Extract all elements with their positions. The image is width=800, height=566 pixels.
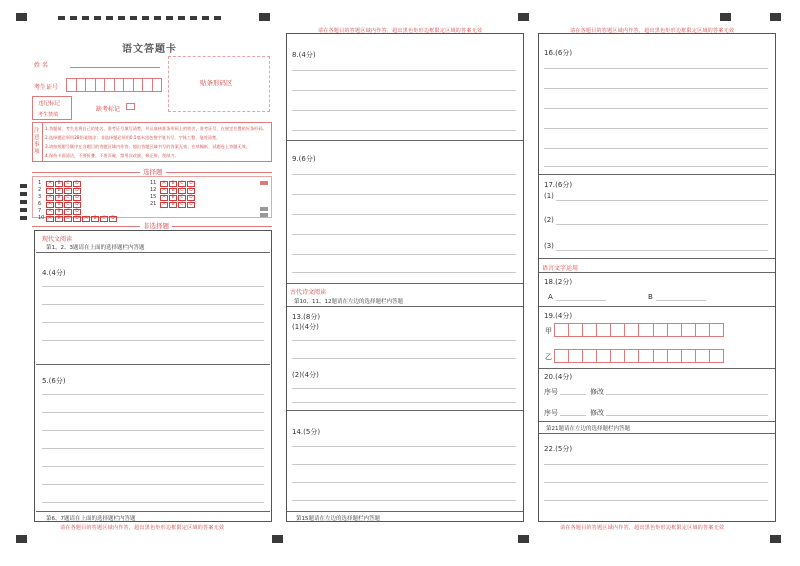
divider (36, 252, 270, 253)
question-22-label: 22.(5分) (544, 445, 573, 453)
col1-section-title: 现代文阅读 (42, 236, 73, 243)
question-8-label: 8.(4分) (292, 51, 316, 59)
divider (36, 511, 270, 512)
choice-row[interactable]: 21 A B C D (150, 201, 196, 208)
answer-column-2 (286, 33, 524, 522)
question-19-b-grid[interactable] (554, 349, 724, 363)
divider (539, 433, 775, 434)
question-13-2-label: (2)(4分) (292, 371, 319, 379)
question-19-b-label: 乙 (545, 353, 552, 361)
question-19-label: 19.(4分) (544, 312, 573, 320)
choice-right-col (150, 180, 196, 208)
divider (539, 272, 775, 273)
notes-item-1: 1.答题前，考生先将自己的姓名、准考证号填写清楚，并认真核准条形码上的姓名、准考证号，在规定位置贴好条形码。 (45, 126, 267, 131)
divider (539, 306, 775, 307)
answer-column-3 (538, 33, 776, 522)
question-18-b-line[interactable] (656, 300, 706, 301)
divider (36, 364, 270, 365)
question-19-a-grid[interactable] (554, 323, 724, 337)
divider (287, 511, 523, 512)
corner-mark-tr2 (518, 13, 529, 21)
name-label: 姓 名 (34, 62, 48, 69)
question-13-1-label: (1)(4分) (292, 323, 319, 331)
side-mark (20, 200, 27, 204)
divider (539, 421, 775, 422)
col2-section-title: 古代诗文阅读 (290, 289, 327, 296)
notes-item-3: 3.请按照题号顺序在各题目的答题区域内作答，超出答题区域书写的答案无效；在草稿纸、试题卷上答题无效。 (45, 144, 250, 149)
question-18-a-line[interactable] (556, 300, 606, 301)
question-4-label: 4.(4分) (42, 269, 66, 277)
answer-column-1 (34, 230, 272, 522)
question-17-3-label: (3) (544, 242, 554, 250)
col2-note: 第10、11、12题请在左边的选择题栏内答题 (294, 299, 403, 305)
edge-warning-bottom-3: 请在各题目的答题区域内作答，超出黑色矩形边框限定区域的答案无效 (560, 525, 725, 531)
col1-note-top: 第1、2、3题请在上面的选择题栏内答题 (46, 245, 145, 251)
side-mark (20, 216, 27, 220)
card-title: 语文答题卡 (122, 44, 177, 55)
choice-row[interactable]: 12 A B C D (150, 187, 196, 194)
absent-label: 缺考标记 (96, 106, 121, 113)
side-mark (20, 208, 27, 212)
notes-side-label: 注意事项 (34, 128, 40, 155)
exam-no-grid[interactable] (66, 78, 162, 92)
edge-warning-top-2: 请在各题目的答题区域内作答，超出黑色矩形边框限定区域的答案无效 (318, 28, 483, 34)
col1-note-bottom: 第6、7题请在上面的选择题栏内答题 (46, 516, 136, 522)
choice-row[interactable]: 7 A B C D (38, 208, 118, 215)
fix-label-2: 修改 (590, 409, 604, 417)
side-mark (20, 184, 27, 188)
question-17-2-label: (2) (544, 216, 554, 224)
notes-item-4: 4.保持卡面清洁，不要折叠、不要弄破，禁用涂改液、修正带、刮纸刀。 (45, 153, 179, 158)
choice-row[interactable]: 11 A B C D (150, 180, 196, 187)
choice-row[interactable]: 15 A B C D (150, 194, 196, 201)
edge-warning-bottom-1: 请在各题目的答题区域内作答，超出黑色矩形边框限定区域的答案无效 (60, 525, 225, 531)
col2-note-bottom: 第15题请在左边的选择题栏内答题 (296, 516, 380, 522)
divider (287, 140, 523, 141)
col3-section-title: 语言文字运用 (542, 265, 579, 272)
choice-row[interactable]: 2 A B C D (38, 187, 118, 194)
divider (287, 283, 523, 284)
question-9-label: 9.(6分) (292, 155, 316, 163)
divider (287, 306, 523, 307)
choice-marker-gray (260, 213, 268, 217)
nonchoice-title: 非选择题 (140, 221, 172, 230)
side-mark (20, 192, 27, 196)
question-14-label: 14.(5分) (292, 428, 321, 436)
col3-note: 第21题请在左边的选择题栏内答题 (546, 426, 630, 432)
question-17-1-line[interactable] (556, 200, 768, 201)
seq-line-2[interactable] (560, 415, 586, 416)
divider (539, 258, 775, 259)
question-13-label: 13.(8分) (292, 313, 321, 321)
absent-note: 考生禁填 (38, 112, 59, 118)
notes-divider (42, 122, 43, 162)
question-19-a-label: 甲 (545, 327, 552, 335)
corner-mark-tr1 (259, 13, 270, 21)
choice-row[interactable]: 3 A B C D (38, 194, 118, 201)
notes-item-2: 2.选择题必须用2B铅笔填涂；非选择题必须用0.5毫米黑色签字笔书写，字体工整、笔迹清楚。 (45, 135, 221, 140)
choice-row[interactable]: 1 A B C D (38, 180, 118, 187)
question-20-label: 20.(4分) (544, 373, 573, 381)
choice-marker-gray (260, 207, 268, 211)
divider (539, 368, 775, 369)
choice-marker-red (260, 181, 268, 185)
corner-mark-tl (16, 13, 27, 21)
corner-mark-bm2 (518, 535, 529, 543)
question-17-3-line[interactable] (556, 250, 768, 251)
question-16-label: 16.(6分) (544, 49, 573, 57)
choice-row[interactable]: 6 A B C D (38, 201, 118, 208)
corner-mark-bm1 (272, 535, 283, 543)
exam-no-label: 考生证号 (34, 84, 59, 91)
question-18-b-label: B (648, 293, 653, 301)
divider (287, 410, 523, 411)
seq-line-1[interactable] (560, 394, 586, 395)
name-field[interactable] (70, 67, 160, 68)
absent-checkbox[interactable] (126, 103, 135, 110)
edge-warning-top-3: 请在各题目的答题区域内作答，超出黑色矩形边框限定区域的答案无效 (570, 28, 735, 34)
choice-title: 选择题 (140, 167, 166, 176)
violation-label: 违纪标记 (38, 101, 61, 107)
seq-label-1: 序号 (544, 388, 558, 396)
corner-mark-br (770, 535, 781, 543)
question-5-label: 5.(6分) (42, 377, 66, 385)
question-17-1-label: (1) (544, 192, 554, 200)
corner-mark-tr3 (720, 13, 731, 21)
choice-row[interactable]: 10 A B C D A B C D (38, 215, 118, 222)
fix-line-2[interactable] (606, 415, 768, 416)
seal-area-label: 贴条形码区 (200, 79, 233, 87)
fix-line-1[interactable] (606, 394, 768, 395)
divider (539, 174, 775, 175)
question-18-label: 18.(2分) (544, 278, 573, 286)
corner-mark-bl (16, 535, 27, 543)
question-18-a-label: A (548, 293, 553, 301)
corner-mark-tr4 (770, 13, 781, 21)
seq-label-2: 序号 (544, 409, 558, 417)
question-17-2-line[interactable] (556, 224, 768, 225)
fix-label-1: 修改 (590, 388, 604, 396)
question-17-label: 17.(6分) (544, 181, 573, 189)
choice-left-col (38, 180, 118, 222)
